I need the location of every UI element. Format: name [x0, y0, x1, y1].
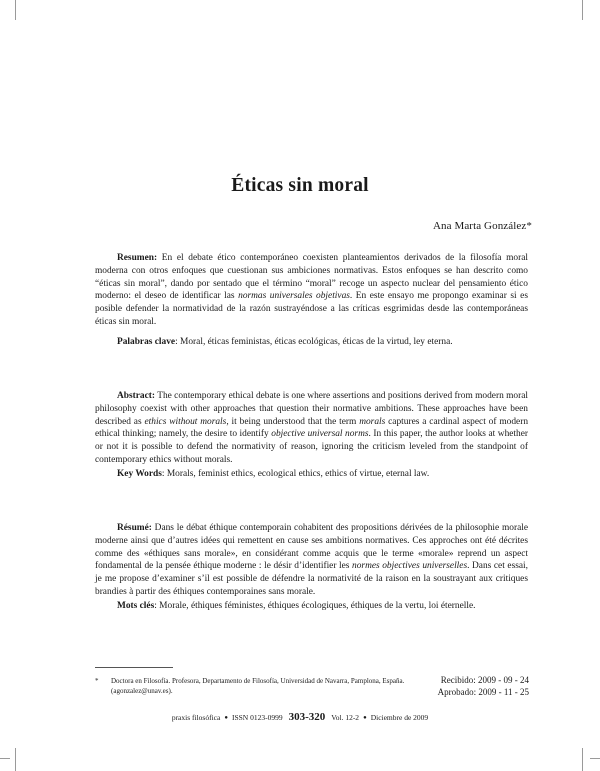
crop-mark-bottom-left	[15, 748, 16, 771]
page-range: 303-320	[288, 711, 326, 723]
spanish-abstract-text-1: En el debate ético contemporáneo coexisten planteamientos derivados de la filosofía moral moderna con otros enfoques que cuestionan sus ambiciones normativas. Estos enfoques se han descrito como “éticas sin moral”, dando por sentado que el término “moral” recoge un aspecto nuclear del pensamiento ético moderno: el deseo de identificar las	[95, 253, 528, 302]
english-abstract-text-1: The contemporary ethical debate is one where assertions and positions derived from modern moral philosophy coexist with other approaches that question their normative ambitions. These approaches have been described as	[95, 391, 528, 427]
spanish-keywords-text: : Moral, éticas feministas, éticas ecológicas, éticas de la virtud, ley eterna.	[175, 337, 453, 347]
author-footnote	[95, 676, 425, 696]
spanish-abstract	[95, 252, 528, 329]
english-keywords	[117, 468, 429, 481]
crop-mark-side-right	[590, 758, 600, 759]
journal-date: Diciembre de 2009	[370, 713, 429, 722]
spanish-abstract-label: Resumen:	[117, 253, 158, 263]
spanish-abstract-text-2: . En este ensayo me propongo examinar si es posible defender la normatividad de la razón sustrayéndose a las críticas esgrimidas desde las contemporáneas éticas sin moral.	[95, 291, 528, 327]
spanish-abstract-emphasis: normas universales objetivas	[238, 291, 350, 302]
french-abstract-text-1: Dans le débat éthique contemporain cohabitent des propositions dérivées de la philosophie morale moderne ainsi que d’autres idées qui remettent en cause ses ambitions normatives. Ces approches ont été décrites comme des «éthiques sans morale», en considérant comme acquis que le terme «morale» reprend un aspect fondamental de la pensée éthique moderne : le désir d’identifier les	[95, 523, 528, 572]
footer-separator: ●	[224, 715, 228, 721]
spanish-keywords-label: Palabras clave	[117, 337, 176, 347]
french-abstract	[95, 522, 528, 599]
french-keywords-text: : Morale, éthiques féministes, éthiques écologiques, éthiques de la vertu, loi éternelle.	[154, 601, 476, 611]
english-abstract-emphasis-3: objective universal norms	[271, 429, 369, 440]
french-abstract-emphasis: normes objectives universelles	[352, 561, 468, 572]
approved-date: Aprobado: 2009 - 11 - 25	[437, 686, 529, 697]
crop-mark-bottom-right	[582, 748, 583, 771]
english-abstract	[95, 390, 528, 467]
received-date: Recibido: 2009 - 09 - 24	[440, 675, 529, 685]
french-abstract-label: Résumé:	[117, 523, 152, 533]
submission-dates	[438, 675, 529, 698]
footnote-rule	[95, 667, 173, 668]
english-abstract-label: Abstract:	[117, 391, 156, 401]
page-footer	[0, 711, 600, 723]
footnote-text: Doctora en Filosofía. Profesora, Departamento de Filosofía, Universidad de Navarra, Pamplona, España. (agonzalez@unav.es).	[111, 677, 405, 695]
english-abstract-text-2: , it being understood that the term	[226, 416, 360, 427]
footer-separator: ●	[363, 715, 367, 721]
english-abstract-emphasis-2: morals	[359, 416, 386, 427]
english-abstract-text-4: . In this paper, the author looks at whether or not it is possible to defend the normativity of reason, ignoring the criticism leveled from the standpoint of contemporary ethics without morals.	[95, 429, 528, 465]
english-abstract-emphasis-1: ethics without morals	[144, 416, 227, 427]
english-keywords-text: : Morals, feminist ethics, ecological ethics, ethics of virtue, eternal law.	[161, 469, 430, 479]
french-keywords	[117, 600, 476, 613]
crop-mark-top-left	[15, 0, 16, 20]
english-abstract-text-3: captures a cardinal aspect of modern ethical thinking; namely, the desire to identify	[95, 416, 529, 440]
footnote-mark: *	[95, 677, 99, 685]
spanish-keywords	[117, 336, 453, 349]
journal-volume: Vol. 12-2	[331, 713, 360, 722]
crop-mark-top-right	[582, 0, 583, 20]
author-name: Ana Marta González*	[432, 220, 532, 232]
article-title: Éticas sin moral	[231, 175, 369, 196]
journal-name: praxis filosófica	[171, 713, 221, 722]
french-abstract-text-2: . Dans cet essai, je me propose d’examiner s’il est possible de défendre la normativité de la raison en la soustrayant aux critiques brandies à partir des éthiques contemporaines sans morale.	[95, 561, 528, 597]
english-keywords-label: Key Words	[117, 469, 162, 479]
french-keywords-label: Mots clés	[117, 601, 155, 611]
crop-mark-side-left	[0, 758, 10, 759]
journal-issn: ISSN 0123-0999	[231, 713, 283, 722]
